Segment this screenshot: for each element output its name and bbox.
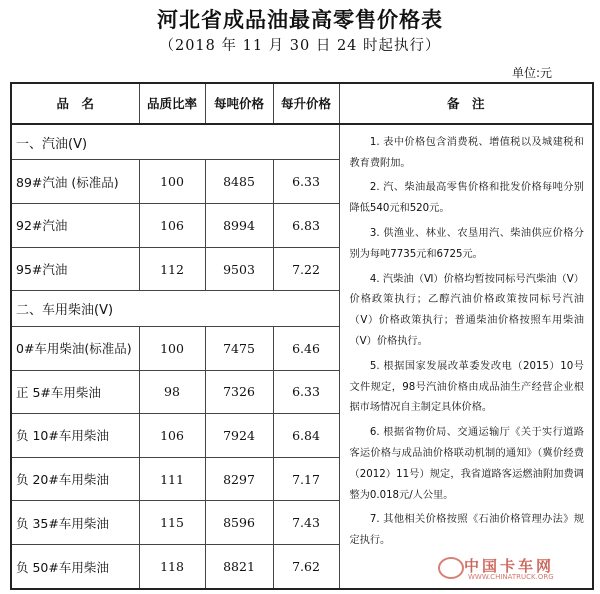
price-per-ton-cell: 7475 [205,326,273,370]
product-name-cell: 89#汽油 (标准品) [11,160,139,204]
product-name-cell: 负 10#车用柴油 [11,414,139,458]
price-per-liter-cell: 7.62 [273,545,339,589]
watermark-text: 中国卡车网 [464,557,555,575]
page-title: 河北省成品油最高零售价格表 [157,8,443,32]
note-item: 7. 其他相关价格按照《石油价格管理办法》规定执行。 [349,514,584,547]
product-name-cell: 正 5#车用柴油 [11,370,139,414]
price-per-liter-cell: 6.33 [273,370,339,414]
header-ratio: 品质比率 [139,83,205,124]
product-name-cell: 95#汽油 [11,247,139,291]
quality-ratio-cell: 106 [139,204,205,248]
price-per-liter-cell: 6.33 [273,160,339,204]
product-name-cell: 0#车用柴油(标准品) [11,326,139,370]
price-per-ton-cell: 8994 [205,204,273,248]
note-item: 6. 根据省物价局、交通运输厅《关于实行道路客运价格与成品油价格联动机制的通知》（冀价经费（2012）11号）规定，我省道路客运燃油附加费调整为0.018元/人公里。 [349,427,584,501]
price-per-liter-cell: 6.83 [273,204,339,248]
header-notes: 备 注 [339,83,593,124]
quality-ratio-cell: 112 [139,247,205,291]
watermark-subtext: WWW.CHINATRUCK.ORG [468,573,554,581]
header-per-liter: 每升价格 [273,83,339,124]
product-name-cell: 负 20#车用柴油 [11,457,139,501]
product-name-cell: 负 50#车用柴油 [11,545,139,589]
price-per-liter-cell: 7.22 [273,247,339,291]
price-per-ton-cell: 8297 [205,457,273,501]
price-per-liter-cell: 6.84 [273,414,339,458]
header-row [11,83,593,124]
page-subtitle: （2018 年 11 月 30 日 24 时起执行） [159,38,441,54]
header-name: 品 名 [11,83,139,124]
price-table [10,82,594,590]
quality-ratio-cell: 106 [139,414,205,458]
note-item: 5. 根据国家发展改革委发改电（2015）10号文件规定，98号汽油价格由成品油生产经营企业根据市场情况自主制定具体价格。 [349,360,584,414]
note-item: 1. 表中价格包含消费税、增值税以及城建税和教育费附加。 [349,136,584,169]
product-name-cell: 92#汽油 [11,204,139,248]
quality-ratio-cell: 118 [139,545,205,589]
quality-ratio-cell: 100 [139,326,205,370]
price-per-ton-cell: 8485 [205,160,273,204]
price-per-liter-cell: 6.46 [273,326,339,370]
quality-ratio-cell: 115 [139,501,205,545]
price-per-ton-cell: 8821 [205,545,273,589]
note-item: 3. 供渔业、林业、农垦用汽、柴油供应价格分别为每吨7735元和6725元。 [349,227,584,260]
note-item: 2. 汽、柴油最高零售价格和批发价格每吨分别降低540元和520元。 [349,182,584,215]
price-per-ton-cell: 9503 [205,247,273,291]
price-per-liter-cell: 7.17 [273,457,339,501]
section-title: 一、汽油(Ⅴ) [11,124,339,160]
notes-cell [339,124,593,589]
unit-label: 单位:元 [512,66,553,80]
note-item: 4. 汽柴油（Ⅵ）价格均暂按同标号汽柴油（Ⅴ）价格政策执行；乙醇汽油价格政策按同标号汽油（Ⅴ）价格政策执行；普通柴油价格按照车用柴油（Ⅴ）价格执行。 [349,273,584,347]
section-title: 二、车用柴油(Ⅴ) [11,291,339,327]
quality-ratio-cell: 111 [139,457,205,501]
header-per-ton: 每吨价格 [205,83,273,124]
price-per-ton-cell: 7326 [205,370,273,414]
product-name-cell: 负 35#车用柴油 [11,501,139,545]
quality-ratio-cell: 100 [139,160,205,204]
price-per-ton-cell: 7924 [205,414,273,458]
section-row [11,124,593,160]
quality-ratio-cell: 98 [139,370,205,414]
price-per-liter-cell: 7.43 [273,501,339,545]
price-per-ton-cell: 8596 [205,501,273,545]
